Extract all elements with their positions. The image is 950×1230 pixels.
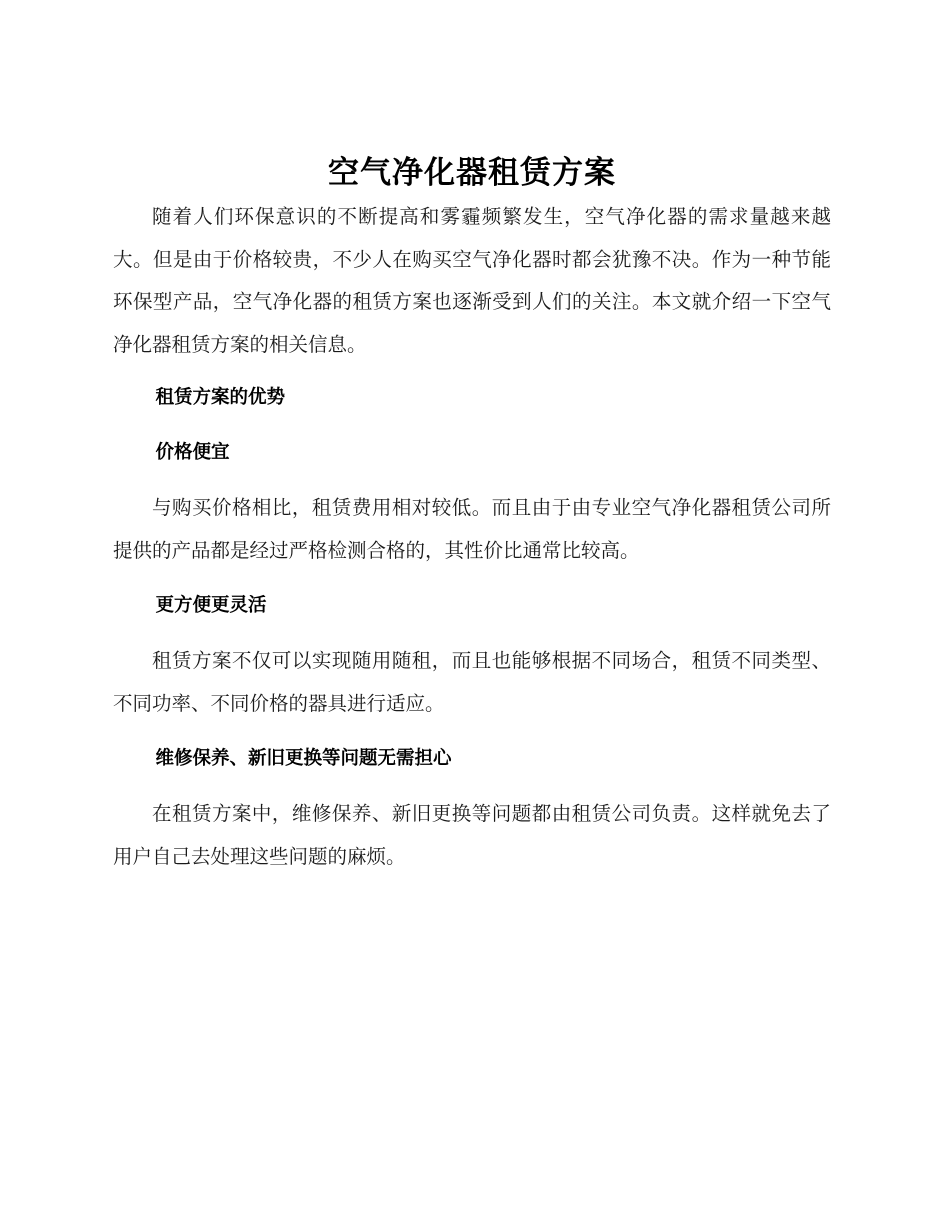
point-body-flexible: 租赁方案不仅可以实现随用随租，而且也能够根据不同场合，租赁不同类型、不同功率、不同价格的器具进行适应。 (113, 649, 831, 715)
spacer (113, 474, 831, 487)
point-heading-price: 价格便宜 (155, 442, 230, 463)
point-heading-maintenance: 维修保养、新旧更换等问题无需担心 (155, 748, 452, 769)
spacer (113, 725, 831, 738)
spacer (113, 780, 831, 793)
document-body (113, 150, 831, 878)
point-body-maintenance: 在租赁方案中，维修保养、新旧更换等问题都由租赁公司负责。这样就免去了用户自己去处理这些问题的麻烦。 (113, 802, 831, 868)
intro-paragraph: 随着人们环保意识的不断提高和雾霾频繁发生，空气净化器的需求量越来越大。但是由于价格较贵，不少人在购买空气净化器时都会犹豫不决。作为一种节能环保型产品，空气净化器的租赁方案也逐渐受到人们的关注。本文就介绍一下空气净化器租赁方案的相关信息。 (113, 205, 831, 356)
section-heading: 租赁方案的优势 (155, 387, 286, 408)
spacer (113, 366, 831, 377)
spacer (113, 572, 831, 585)
point-body-price: 与购买价格相比，租赁费用相对较低。而且由于由专业空气净化器租赁公司所提供的产品都是经过严格检测合格的，其性价比通常比较高。 (113, 496, 831, 562)
document-title: 空气净化器租赁方案 (328, 155, 616, 191)
point-heading-flexible: 更方便更灵活 (155, 595, 267, 616)
spacer (113, 627, 831, 640)
spacer (113, 419, 831, 432)
